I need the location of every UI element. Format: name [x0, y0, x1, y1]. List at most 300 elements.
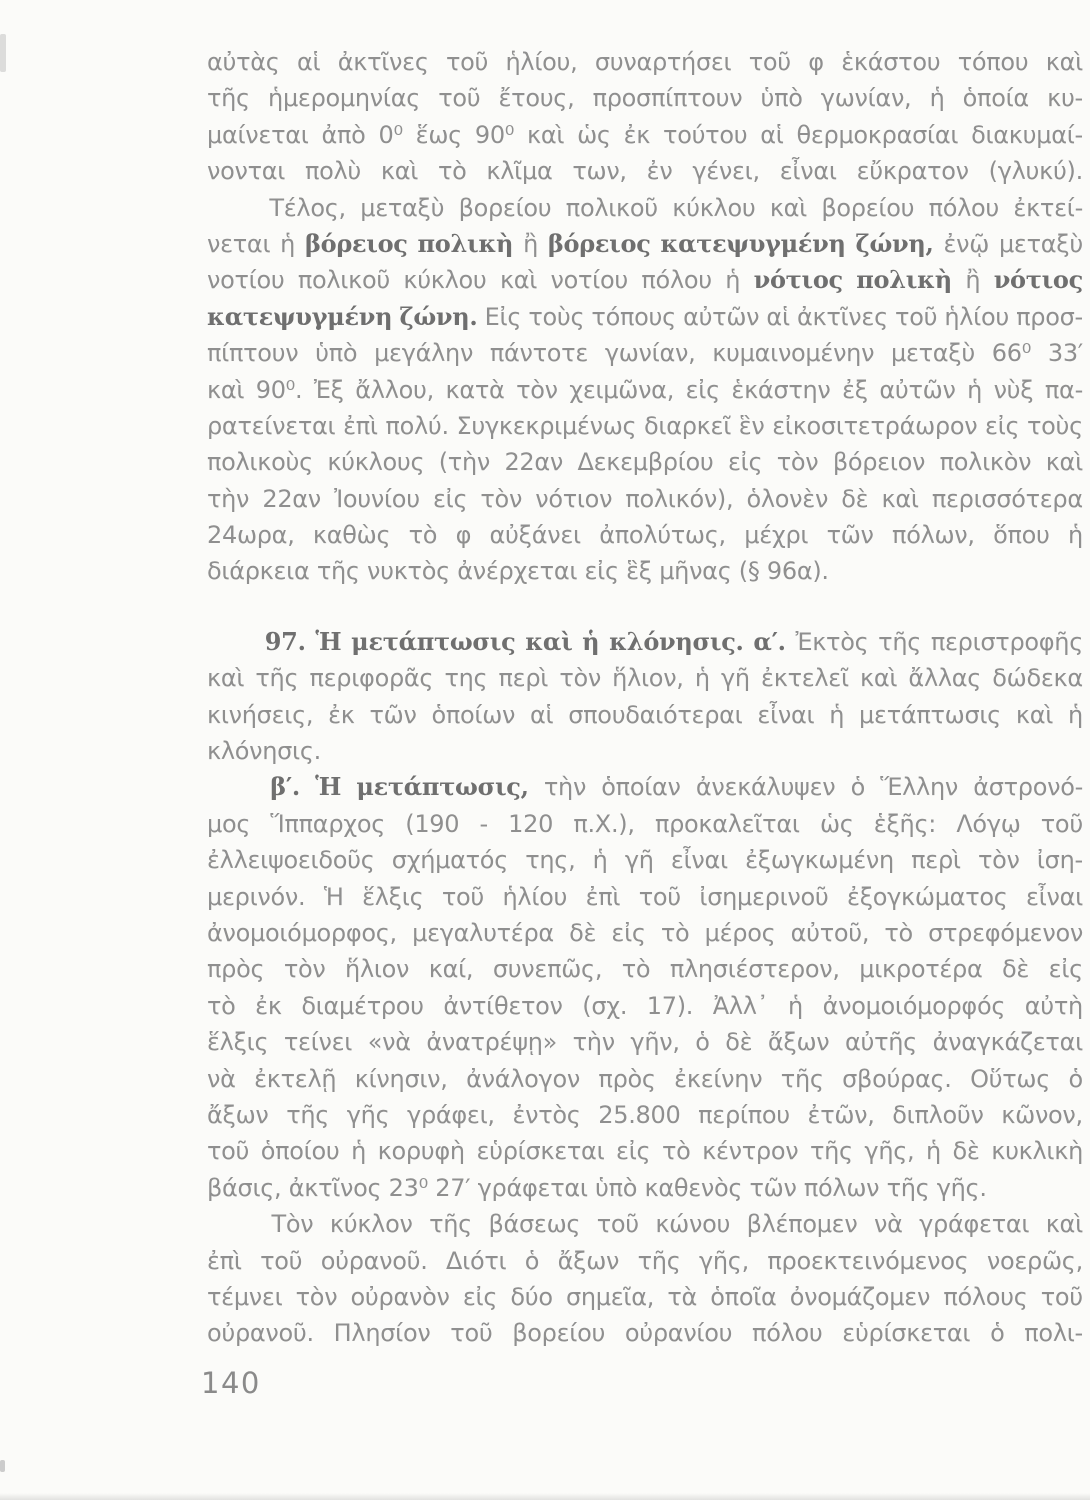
- word: (σχ.: [582, 991, 628, 1020]
- word: μεταξὺ: [360, 193, 445, 222]
- word: νότιον: [535, 484, 613, 513]
- text-line: [207, 44, 1083, 80]
- word: ἐκ: [255, 991, 282, 1020]
- text-line: [207, 1315, 1083, 1351]
- bold-word: κλόνησις.: [609, 626, 744, 656]
- word: τὸν: [559, 664, 601, 693]
- word: κώνου: [655, 1210, 731, 1239]
- word: τῆς: [429, 1210, 472, 1239]
- word: δώδεκα: [992, 664, 1083, 693]
- word: ἑξῆς:: [873, 809, 937, 838]
- word: Ἀλλ᾽: [712, 991, 769, 1020]
- word: τοῦ: [1040, 1282, 1083, 1311]
- word: αἱ: [296, 48, 321, 76]
- word: καὶ: [499, 266, 538, 295]
- word: πόλους: [943, 1282, 1028, 1311]
- word: περιστροφῆς: [930, 627, 1083, 656]
- word: γράφει,: [407, 1100, 495, 1129]
- word: ἕως: [415, 120, 462, 149]
- word: περισσότερα: [931, 484, 1083, 513]
- scan-edge-artifact: [0, 1493, 1090, 1500]
- word: καὶ: [1045, 1210, 1083, 1239]
- word: γωνίαν,: [604, 339, 696, 368]
- word: Εἰς: [484, 302, 522, 331]
- word: ἡ: [929, 84, 945, 113]
- word: ἐλλειψοειδοῦς: [207, 846, 375, 875]
- word: νοτίου: [550, 266, 628, 295]
- word: γῆ: [721, 664, 750, 693]
- text-line: [207, 1243, 1083, 1279]
- word: μος: [207, 809, 251, 838]
- word: αὐτὰς: [207, 48, 280, 76]
- word: πλησιέστερον,: [669, 955, 840, 984]
- word: ἀκτῖνες: [796, 302, 888, 331]
- word: εἶναι: [670, 846, 728, 875]
- word: ἐτῶν,: [807, 1100, 875, 1129]
- word: καὶ: [769, 193, 807, 222]
- scan-artifact-top-left: [0, 34, 6, 72]
- word: τὸ: [207, 991, 236, 1020]
- word: κίνησιν,: [354, 1064, 448, 1093]
- word: τοῦ: [450, 1319, 493, 1348]
- word: ἄξων: [767, 1028, 830, 1057]
- word: κυ-: [1047, 84, 1083, 113]
- word: τὸν: [977, 846, 1020, 875]
- word: τοῦ: [438, 84, 481, 113]
- word: ἢ: [523, 229, 538, 258]
- word: εἶναι: [779, 157, 837, 186]
- word: θερμοκρασίαι: [796, 120, 959, 149]
- word: 24ωρα,: [207, 521, 295, 550]
- word: κινήσεις,: [207, 700, 314, 729]
- word: εἰς: [1048, 955, 1083, 984]
- word: πολι-: [1024, 1319, 1083, 1348]
- word: μεγαλυτέρα: [412, 918, 554, 947]
- word: μέχρι: [744, 521, 809, 550]
- word: προκαλεῖται: [654, 809, 800, 838]
- text-line: [207, 769, 1083, 805]
- word: ἐπὶ: [207, 1246, 242, 1275]
- word: γῆν,: [630, 1028, 680, 1057]
- word: πόλου: [641, 266, 712, 295]
- text-line: [207, 444, 1083, 480]
- word: τοῦ: [895, 302, 938, 331]
- text-line: [207, 879, 1083, 915]
- scan-artifact-bottom-left: [0, 1460, 5, 1472]
- word: περίπου: [698, 1100, 790, 1129]
- text-line: [207, 1279, 1083, 1315]
- word: δὲ: [725, 1028, 753, 1057]
- word: ρατείνεται: [207, 411, 336, 440]
- word: ἡ: [280, 229, 296, 258]
- text-line: [207, 842, 1083, 878]
- word: πόλων,: [892, 521, 975, 550]
- text-line: [207, 517, 1083, 553]
- word: τοῦ: [1040, 809, 1083, 838]
- body-text: κλόνησις.: [207, 737, 321, 766]
- word: «νὰ: [367, 1028, 411, 1057]
- word: οὐρανοῦ.: [320, 1246, 428, 1275]
- bold-word: ἡ: [582, 626, 600, 656]
- word: βόρειον: [832, 448, 926, 477]
- word: περὶ: [911, 846, 961, 875]
- word: Ἵππαρχος: [270, 809, 385, 838]
- word: ἡμερομηνίας: [268, 84, 421, 113]
- word: μαίνεται: [207, 120, 309, 149]
- word: ἡ: [1067, 700, 1083, 729]
- word: ἐκ: [328, 700, 355, 729]
- word: νὰ: [207, 1064, 236, 1093]
- word: ἀπολύτως,: [599, 521, 726, 550]
- word: των,: [572, 157, 627, 186]
- word: ἐνῷ: [943, 229, 990, 258]
- word: εἶναι: [1026, 882, 1083, 911]
- word: τὸ: [437, 157, 467, 186]
- word: προσπίπτουν: [592, 84, 743, 113]
- word: ἡλίου: [502, 882, 568, 911]
- word: νοερῶς,: [986, 1246, 1083, 1275]
- word: ἡ: [725, 266, 741, 295]
- word: πολὺ: [304, 157, 362, 186]
- word: Ἕλλην: [880, 773, 958, 802]
- word: ἄλλου,: [355, 375, 434, 404]
- word: γῆς,: [864, 1137, 915, 1166]
- word: κλῖμα: [486, 157, 553, 186]
- word: γῆς: [346, 1100, 390, 1129]
- text-line: [207, 1097, 1083, 1133]
- text-line: [207, 226, 1083, 262]
- word: ἀνατρέψῃ»: [426, 1028, 558, 1057]
- word: ἄλλας: [908, 664, 982, 693]
- word: καὶ: [527, 120, 565, 149]
- text-line: [207, 660, 1083, 696]
- word: ἀνάλογον: [466, 1064, 580, 1093]
- word: ἄξων: [557, 1246, 620, 1275]
- word: τῆς: [286, 1100, 330, 1129]
- word: πολικοῦ: [297, 266, 390, 295]
- word: εἰς: [432, 484, 468, 513]
- word: ἰση-: [1036, 846, 1083, 875]
- word: ἐξογκώματος: [847, 882, 1008, 911]
- word: τῆς: [255, 664, 299, 693]
- word: ἐκείνην: [674, 1064, 763, 1093]
- word: ἀναγκάζεται: [932, 1028, 1083, 1057]
- word: τοῦ: [260, 1246, 303, 1275]
- word: ὡς: [577, 120, 611, 149]
- word: ὁποίαν: [601, 773, 681, 802]
- word: αὐτὴ: [1024, 991, 1083, 1020]
- word: ἀστρονό-: [973, 773, 1083, 802]
- word: τὸν: [516, 375, 558, 404]
- word: δὲ: [952, 1137, 980, 1166]
- word: εἰς: [685, 375, 720, 404]
- word: εἰς: [462, 1282, 498, 1311]
- word: καὶ: [380, 157, 419, 186]
- word: συνεπῶς,: [492, 955, 603, 984]
- word: τὰ: [667, 1282, 698, 1311]
- word: πίπτουν: [207, 339, 299, 368]
- word: Συγκεκριμένως: [456, 411, 637, 440]
- word: τὸν: [480, 484, 523, 513]
- text-line: [207, 806, 1083, 842]
- word: γῆ: [624, 846, 654, 875]
- word: τοὺς: [1027, 411, 1083, 440]
- word: ἥλιον,: [612, 664, 684, 693]
- word: ἡ: [925, 1137, 941, 1166]
- word: ὁ: [850, 773, 865, 802]
- word: τὴν: [207, 484, 250, 513]
- word: φ: [808, 48, 824, 76]
- word: ἐπὶ: [585, 882, 621, 911]
- word: ἀνομοιόμορφος,: [207, 918, 397, 947]
- word: δύο: [510, 1282, 553, 1311]
- word: γράφεται: [919, 1210, 1030, 1239]
- word: ἐν: [646, 157, 673, 186]
- word: κῶνον,: [1001, 1100, 1083, 1129]
- word: συναρτήσει: [594, 48, 732, 76]
- word: πολικοὺς: [207, 448, 313, 477]
- word: γῆς,: [698, 1246, 749, 1275]
- text-line: [207, 951, 1083, 987]
- word: καὶ: [881, 484, 919, 513]
- page-number: 140: [201, 1366, 261, 1400]
- word: προεκτεινόμενος: [767, 1246, 969, 1275]
- word: καὶ: [207, 664, 245, 693]
- word: Δεκεμβρίου: [577, 448, 714, 477]
- word: Πλησίον: [333, 1319, 431, 1348]
- bold-word: κατεψυγμένη: [660, 228, 846, 258]
- word: ὁποία: [962, 84, 1029, 113]
- word: τῶν: [369, 700, 417, 729]
- word: καὶ: [1015, 700, 1054, 729]
- bold-word: α′.: [753, 626, 786, 656]
- word: ἡ: [1068, 521, 1083, 550]
- word: χειμῶνα,: [569, 375, 675, 404]
- word: ἑκάστου: [841, 48, 941, 76]
- word: Ἐξ: [313, 375, 344, 404]
- word: κατὰ: [445, 375, 505, 404]
- bold-word: κατεψυγμένη: [207, 301, 393, 331]
- word: νοτίου: [207, 266, 285, 295]
- word: ἀνομοιόμορφός: [822, 991, 1006, 1020]
- word: τοὺς: [528, 302, 585, 331]
- word: αἱ: [760, 120, 784, 149]
- word: (τὴν: [438, 448, 490, 477]
- word: ἔτους,: [498, 84, 575, 113]
- word: ἕλξις: [362, 882, 424, 911]
- text-line: [207, 408, 1083, 444]
- word: Ἰουνίου: [334, 484, 420, 513]
- word: ὑπὸ: [760, 84, 803, 113]
- word: ἢ: [965, 266, 981, 295]
- word: μεταξὺ: [998, 229, 1083, 258]
- word: βορείου: [512, 1319, 606, 1348]
- word: 17).: [646, 991, 694, 1020]
- word: εἰς: [616, 1137, 651, 1166]
- word: π.Χ.),: [573, 809, 635, 838]
- word: τὸν: [283, 955, 326, 984]
- word: πάντοτε: [489, 339, 589, 368]
- word: τόπους: [591, 302, 676, 331]
- word: διαμέτρου: [301, 991, 424, 1020]
- word: καὶ: [1045, 48, 1083, 76]
- word: πολικόν),: [625, 484, 734, 513]
- word: μέρος: [704, 918, 776, 947]
- word: Τέλος,: [269, 193, 346, 222]
- word: ἐξωγκωμένη: [745, 846, 894, 875]
- word: -: [479, 809, 488, 838]
- word: διαρκεῖ: [644, 411, 732, 440]
- word: προσ-: [1016, 302, 1083, 331]
- word: πόλου: [928, 193, 1000, 222]
- word: κύκλου: [672, 193, 756, 222]
- word: αὐτοῦ,: [790, 918, 870, 947]
- word: τῆς: [207, 84, 250, 113]
- word: τῆς: [637, 1246, 681, 1275]
- text-line: [207, 153, 1083, 189]
- word: τοῦ: [748, 48, 791, 76]
- word: Λόγῳ: [956, 809, 1021, 838]
- word: τόπου: [957, 48, 1029, 76]
- word: κορυφὴ: [377, 1137, 465, 1166]
- word: τοῦ: [441, 882, 484, 911]
- word: γένει,: [692, 157, 760, 186]
- word: ὁποῖα: [710, 1282, 777, 1311]
- bold-word: βόρειος: [304, 228, 408, 258]
- word: Ἡ: [323, 882, 344, 911]
- word: ὀνομάζομεν: [789, 1282, 931, 1311]
- word: οὐρανίου: [624, 1319, 733, 1348]
- word: (190: [405, 809, 460, 838]
- word: κυμαινομένην: [712, 339, 875, 368]
- word: ἡ: [967, 375, 983, 404]
- word: αὐξάνει: [489, 521, 581, 550]
- word: βάσεως: [488, 1210, 581, 1239]
- word: εἰς: [985, 411, 1020, 440]
- word: γωνίαν,: [820, 84, 912, 113]
- bold-word: πολικὴ: [417, 228, 514, 258]
- text-line: [207, 299, 1083, 335]
- word: τῆς: [878, 627, 922, 656]
- word: 22αν: [262, 484, 321, 513]
- word: αὐτῆς: [845, 1028, 917, 1057]
- word: βορείου: [458, 193, 552, 222]
- bold-word: νότιος: [753, 265, 843, 295]
- word: εὔκρατον: [856, 157, 969, 186]
- word: Οὕτως: [970, 1064, 1051, 1093]
- word: κύκλου: [403, 266, 487, 295]
- word: Ἐκτὸς: [795, 627, 869, 656]
- word: ὁ: [524, 1246, 540, 1275]
- word: τὸ: [884, 918, 913, 947]
- word: τὴν: [543, 773, 587, 802]
- word: μεγάλην: [374, 339, 474, 368]
- word: ἀνεκάλυψεν: [695, 773, 836, 802]
- bold-word: Ἡ: [315, 626, 342, 656]
- word: ἑκάστην: [731, 375, 831, 404]
- page-text-block: [207, 44, 1083, 1352]
- word: βορείου: [821, 193, 915, 222]
- word: 90⁰.: [255, 375, 303, 404]
- word: Τὸν: [271, 1210, 314, 1239]
- word: 33′: [1047, 339, 1083, 368]
- bold-word: νότιος: [993, 265, 1083, 295]
- word: καὶ: [1045, 448, 1083, 477]
- bold-word: ζώνη,: [855, 228, 934, 258]
- word: στρεφόμενον: [928, 918, 1083, 947]
- word: ὁποίου: [260, 1137, 340, 1166]
- word: 25.800: [598, 1100, 681, 1129]
- word: μικροτέρα: [859, 955, 983, 984]
- text-line: [207, 1170, 1083, 1206]
- word: ἥλιον: [345, 955, 410, 984]
- word: νὰ: [873, 1210, 903, 1239]
- word: τοῦ: [446, 48, 489, 76]
- bold-word: πολικὴ: [856, 265, 952, 295]
- word: σημεῖα,: [565, 1282, 655, 1311]
- text-line: [207, 262, 1083, 298]
- word: πρὸς: [598, 1064, 656, 1093]
- word: πόλου: [752, 1319, 823, 1348]
- word: ἰσημερινοῦ: [699, 882, 829, 911]
- text-line: [207, 1061, 1083, 1097]
- bold-word: βόρειος: [547, 228, 651, 258]
- word: καὶ: [207, 375, 245, 404]
- word: τοῦ: [596, 1210, 639, 1239]
- word: ὁλονὲν: [746, 484, 829, 513]
- word: ὁ: [990, 1319, 1005, 1348]
- word: ὅπου: [993, 521, 1050, 550]
- word: τοῦ: [207, 1137, 250, 1166]
- word: τὸ: [661, 1137, 691, 1166]
- word: οὐρανοῦ.: [207, 1319, 314, 1348]
- word: ἕλξις: [207, 1028, 269, 1057]
- text-line: [207, 1024, 1083, 1060]
- bold-word: μετάπτωσις: [351, 626, 516, 656]
- word: ἡ: [694, 664, 710, 693]
- word: ἐντὸς: [512, 1100, 581, 1129]
- word: ἐκτεί-: [1013, 193, 1083, 222]
- word: ἄξων: [207, 1100, 269, 1129]
- word: καί,: [428, 955, 474, 984]
- word: 90⁰: [474, 120, 515, 149]
- text-line: [207, 372, 1083, 408]
- word: μερινόν.: [207, 882, 306, 911]
- word: κυκλικὴ: [991, 1137, 1083, 1166]
- word: ἡλίου: [944, 302, 1009, 331]
- word: καθὼς: [312, 521, 391, 550]
- word: τούτου: [663, 120, 748, 149]
- word: τέμνει: [207, 1282, 283, 1311]
- word: διακυμαί-: [971, 120, 1083, 149]
- word: τὸν: [776, 448, 819, 477]
- word: ἡ: [788, 991, 803, 1020]
- word: ὡς: [819, 809, 854, 838]
- word: αἱ: [766, 302, 790, 331]
- word: πα-: [1044, 375, 1083, 404]
- word: ὁ: [695, 1028, 710, 1057]
- bold-word: Ἡ: [315, 772, 342, 802]
- word: ἡ: [829, 700, 845, 729]
- word: οὐρανὸν: [350, 1282, 450, 1311]
- word: βλέπομεν: [746, 1210, 858, 1239]
- word: τὸ: [621, 955, 651, 984]
- word: δὲ: [1002, 955, 1030, 984]
- word: τοῦ: [638, 882, 681, 911]
- word: εἰς: [611, 918, 646, 947]
- word: 66⁰: [991, 339, 1032, 368]
- word: τῶν: [826, 521, 874, 550]
